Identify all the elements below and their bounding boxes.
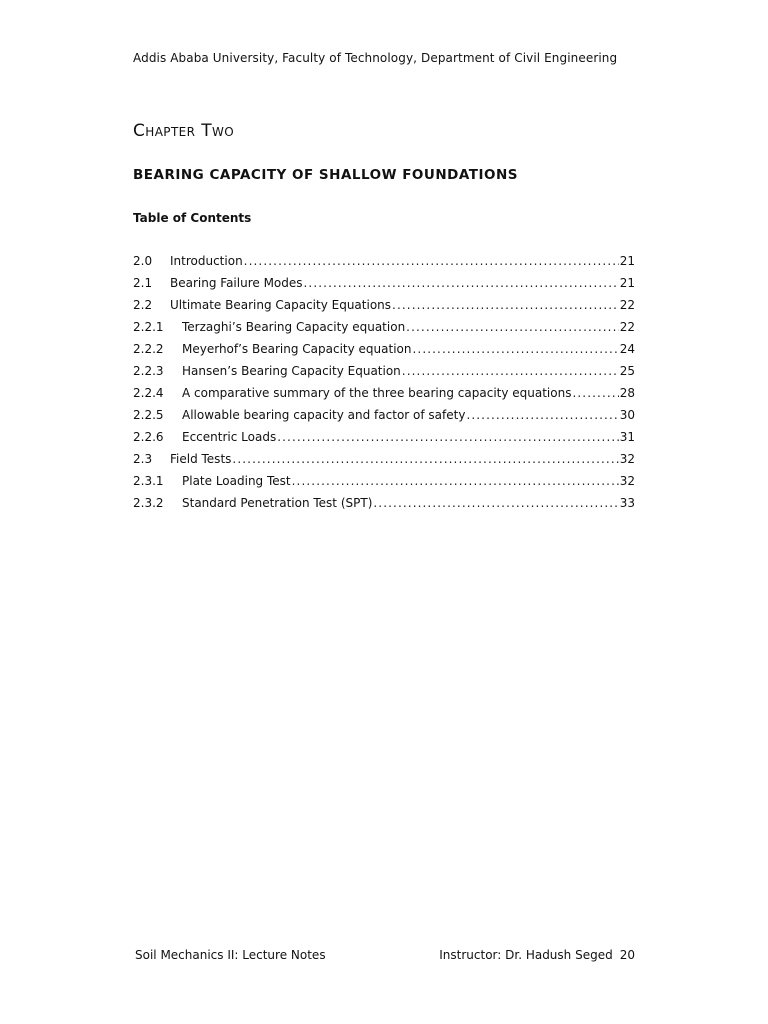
- page-header: Addis Ababa University, Faculty of Technology, Department of Civil Engineering: [133, 51, 618, 65]
- footer-instructor: Instructor: Dr. Hadush Seged: [439, 948, 613, 962]
- footer-course: Soil Mechanics II: Lecture Notes: [135, 948, 326, 962]
- table-of-contents: [133, 254, 635, 518]
- toc-entry-title: Allowable bearing capacity and factor of safety: [182, 408, 466, 422]
- toc-entry-number: 2.2.3: [133, 364, 164, 378]
- toc-entry-title: Standard Penetration Test (SPT): [182, 496, 373, 510]
- toc-entry-title: Hansen’s Bearing Capacity Equation: [182, 364, 401, 378]
- toc-entry-number: 2.3.2: [133, 496, 164, 510]
- toc-entry-page: 21: [619, 276, 635, 290]
- toc-entry[interactable]: [133, 408, 635, 430]
- toc-entry[interactable]: [133, 430, 635, 452]
- toc-entry-page: 22: [619, 320, 635, 334]
- toc-entry[interactable]: [133, 386, 635, 408]
- toc-entry-page: 32: [619, 474, 635, 488]
- toc-entry-page: 31: [619, 430, 635, 444]
- toc-entry-page: 22: [619, 298, 635, 312]
- toc-dot-leader: [412, 342, 618, 356]
- toc-entry[interactable]: [133, 342, 635, 364]
- toc-entry-number: 2.2.6: [133, 430, 164, 444]
- toc-entry-number: 2.2.4: [133, 386, 164, 400]
- toc-entry-title: Meyerhof’s Bearing Capacity equation: [182, 342, 412, 356]
- toc-entry-page: 25: [619, 364, 635, 378]
- toc-dot-leader: [304, 276, 619, 290]
- toc-entry-title: A comparative summary of the three bearing capacity equations: [182, 386, 572, 400]
- toc-entry[interactable]: [133, 320, 635, 342]
- chapter-title: Chapter Two: [133, 121, 235, 141]
- toc-entry-number: 2.2.5: [133, 408, 164, 422]
- toc-entry-number: 2.2.2: [133, 342, 164, 356]
- page-number: 20: [619, 948, 635, 962]
- toc-heading: Table of Contents: [133, 211, 252, 225]
- toc-entry-title: Ultimate Bearing Capacity Equations: [170, 298, 392, 312]
- footer-right: [439, 948, 635, 962]
- toc-entry-title: Terzaghi’s Bearing Capacity equation: [182, 320, 406, 334]
- toc-entry-number: 2.1: [133, 276, 153, 290]
- toc-dot-leader: [466, 408, 618, 422]
- toc-entry-title: Plate Loading Test: [182, 474, 291, 488]
- toc-dot-leader: [277, 430, 619, 444]
- toc-dot-leader: [232, 452, 618, 466]
- toc-entry[interactable]: [133, 298, 635, 320]
- chapter-subtitle: BEARING CAPACITY OF SHALLOW FOUNDATIONS: [133, 167, 518, 183]
- toc-entry-page: 28: [619, 386, 635, 400]
- toc-entry-title: Eccentric Loads: [182, 430, 277, 444]
- toc-dot-leader: [373, 496, 618, 510]
- toc-dot-leader: [392, 298, 619, 312]
- toc-entry[interactable]: [133, 496, 635, 518]
- toc-entry-number: 2.3: [133, 452, 153, 466]
- toc-entry-number: 2.3.1: [133, 474, 164, 488]
- toc-entry[interactable]: [133, 474, 635, 496]
- toc-entry-page: 30: [619, 408, 635, 422]
- toc-entry-title: Field Tests: [170, 452, 232, 466]
- toc-entry-page: 32: [619, 452, 635, 466]
- toc-entry-number: 2.2.1: [133, 320, 164, 334]
- toc-entry-title: Introduction: [170, 254, 243, 268]
- toc-dot-leader: [572, 386, 618, 400]
- toc-entry-title: Bearing Failure Modes: [170, 276, 303, 290]
- toc-dot-leader: [292, 474, 619, 488]
- toc-dot-leader: [406, 320, 619, 334]
- toc-entry-page: 21: [619, 254, 635, 268]
- toc-entry[interactable]: [133, 276, 635, 298]
- toc-entry[interactable]: [133, 254, 635, 276]
- toc-entry-page: 33: [619, 496, 635, 510]
- toc-entry-page: 24: [619, 342, 635, 356]
- toc-dot-leader: [244, 254, 619, 268]
- toc-entry-number: 2.2: [133, 298, 153, 312]
- toc-entry[interactable]: [133, 364, 635, 386]
- toc-entry-number: 2.0: [133, 254, 153, 268]
- toc-dot-leader: [402, 364, 619, 378]
- toc-entry[interactable]: [133, 452, 635, 474]
